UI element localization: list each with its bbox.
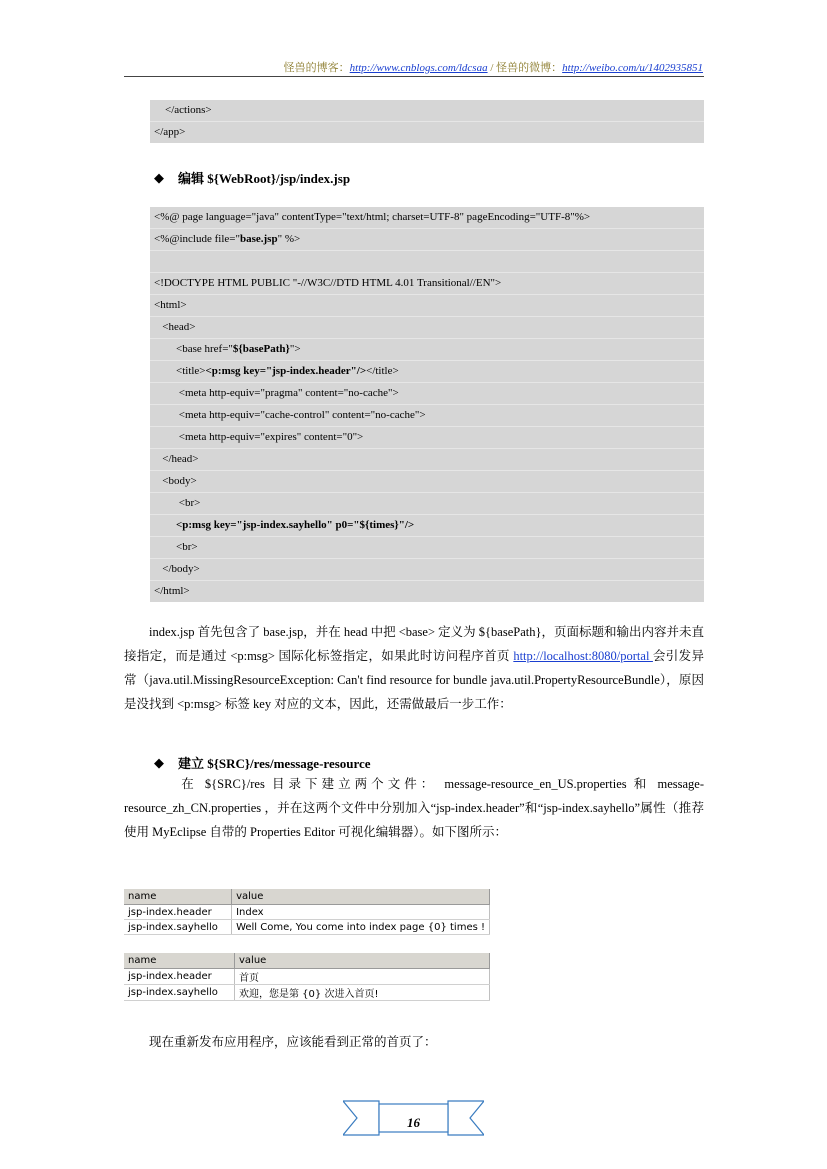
diamond-bullet-icon: ◆ <box>154 754 164 770</box>
code-line: <html> <box>150 295 704 317</box>
properties-table-en <box>124 889 490 935</box>
code-line: <p:msg key="jsp-index.sayhello" p0="${times}"/> <box>150 515 704 537</box>
code-line: <meta http-equiv="cache-control" content="no-cache"> <box>150 405 704 427</box>
section-title: 建立 ${SRC}/res/message-resource <box>178 756 371 771</box>
code-line: </actions> <box>150 100 704 122</box>
paragraph-properties-files: 在 ${SRC}/res 目录下建立两个文件： message-resource_en_US.properties 和 message-resource_zh_CN.properties ，并在这两个文件中分别加入“jsp-index.header”和“jsp-index.sayhello”属性（推荐使用 MyEclipse 自带的 Properties Editor 可视化编辑器）。如下图所示： <box>124 777 704 839</box>
code-line: <%@ page language="java" contentType="text/html; charset=UTF-8" pageEncoding="UTF-8"%> <box>150 207 704 229</box>
code-line: <!DOCTYPE HTML PUBLIC "-//W3C//DTD HTML 4.01 Transitional//EN"> <box>150 273 704 295</box>
code-line: <br> <box>150 537 704 559</box>
section-heading-message-resource <box>154 753 371 772</box>
blog-link[interactable]: http://www.cnblogs.com/ldcsaa <box>349 62 488 74</box>
column-header-name: name <box>124 889 232 905</box>
code-line: </head> <box>150 449 704 471</box>
paragraph-redeploy: 现在重新发布应用程序，应该能看到正常的首页了： <box>124 1035 437 1049</box>
weibo-link[interactable]: http://weibo.com/u/1402935851 <box>562 62 703 74</box>
page-header <box>0 59 703 75</box>
code-line: <body> <box>150 471 704 493</box>
code-block-app-end <box>150 100 704 143</box>
blog-label: 怪兽的博客： <box>283 62 350 74</box>
section-heading-edit-index <box>154 168 350 187</box>
section-title: 编辑 ${WebRoot}/jsp/index.jsp <box>178 171 351 186</box>
header-rule <box>124 76 704 77</box>
diamond-bullet-icon: ◆ <box>154 169 164 185</box>
code-line: </body> <box>150 559 704 581</box>
table-row: jsp-index.header 首页 <box>124 969 490 985</box>
paragraph-index-explanation: index.jsp 首先包含了 base.jsp，并在 head 中把 <base> 定义为 ${basePath}，页面标题和输出内容并未直接指定，而是通过 <p:msg> 国际化标签指定，如果此时访问程序首页 http://localhost:8080/portal 会引发异常（java.util.MissingResourceException: Can't find resource for bundle java.util.PropertyResourceBundle），原因是没找到 <p:msg> 标签 key 对应的文本，因此，还需做最后一步工作： <box>124 625 705 711</box>
table-row: jsp-index.sayhello 欢迎，您是第 {0} 次进入首页! <box>124 985 490 1001</box>
weibo-label: 怪兽的微博： <box>496 62 563 74</box>
portal-link[interactable]: http://localhost:8080/portal <box>513 649 653 663</box>
code-line: <br> <box>150 493 704 515</box>
code-block-index-jsp <box>150 207 704 602</box>
code-line: <meta http-equiv="pragma" content="no-cache"> <box>150 383 704 405</box>
properties-table-zh <box>124 953 490 1001</box>
table-row: jsp-index.sayhello Well Come, You come into index page {0} times ! <box>124 920 490 935</box>
code-line: </html> <box>154 585 190 597</box>
code-line-empty <box>150 251 704 273</box>
header-separator: / <box>487 62 497 74</box>
code-line: <%@include file="base.jsp" %> <box>150 229 704 251</box>
column-header-value: value <box>235 953 490 969</box>
column-header-value: value <box>232 889 490 905</box>
code-line: <head> <box>150 317 704 339</box>
column-header-name: name <box>124 953 235 969</box>
code-line: <meta http-equiv="expires" content="0"> <box>150 427 704 449</box>
page-number: 16 <box>407 1115 420 1130</box>
code-line: <base href="${basePath}"> <box>150 339 704 361</box>
table-row: jsp-index.header Index <box>124 905 490 920</box>
code-line: <title><p:msg key="jsp-index.header"/></title> <box>150 361 704 383</box>
code-line: </app> <box>154 126 186 138</box>
